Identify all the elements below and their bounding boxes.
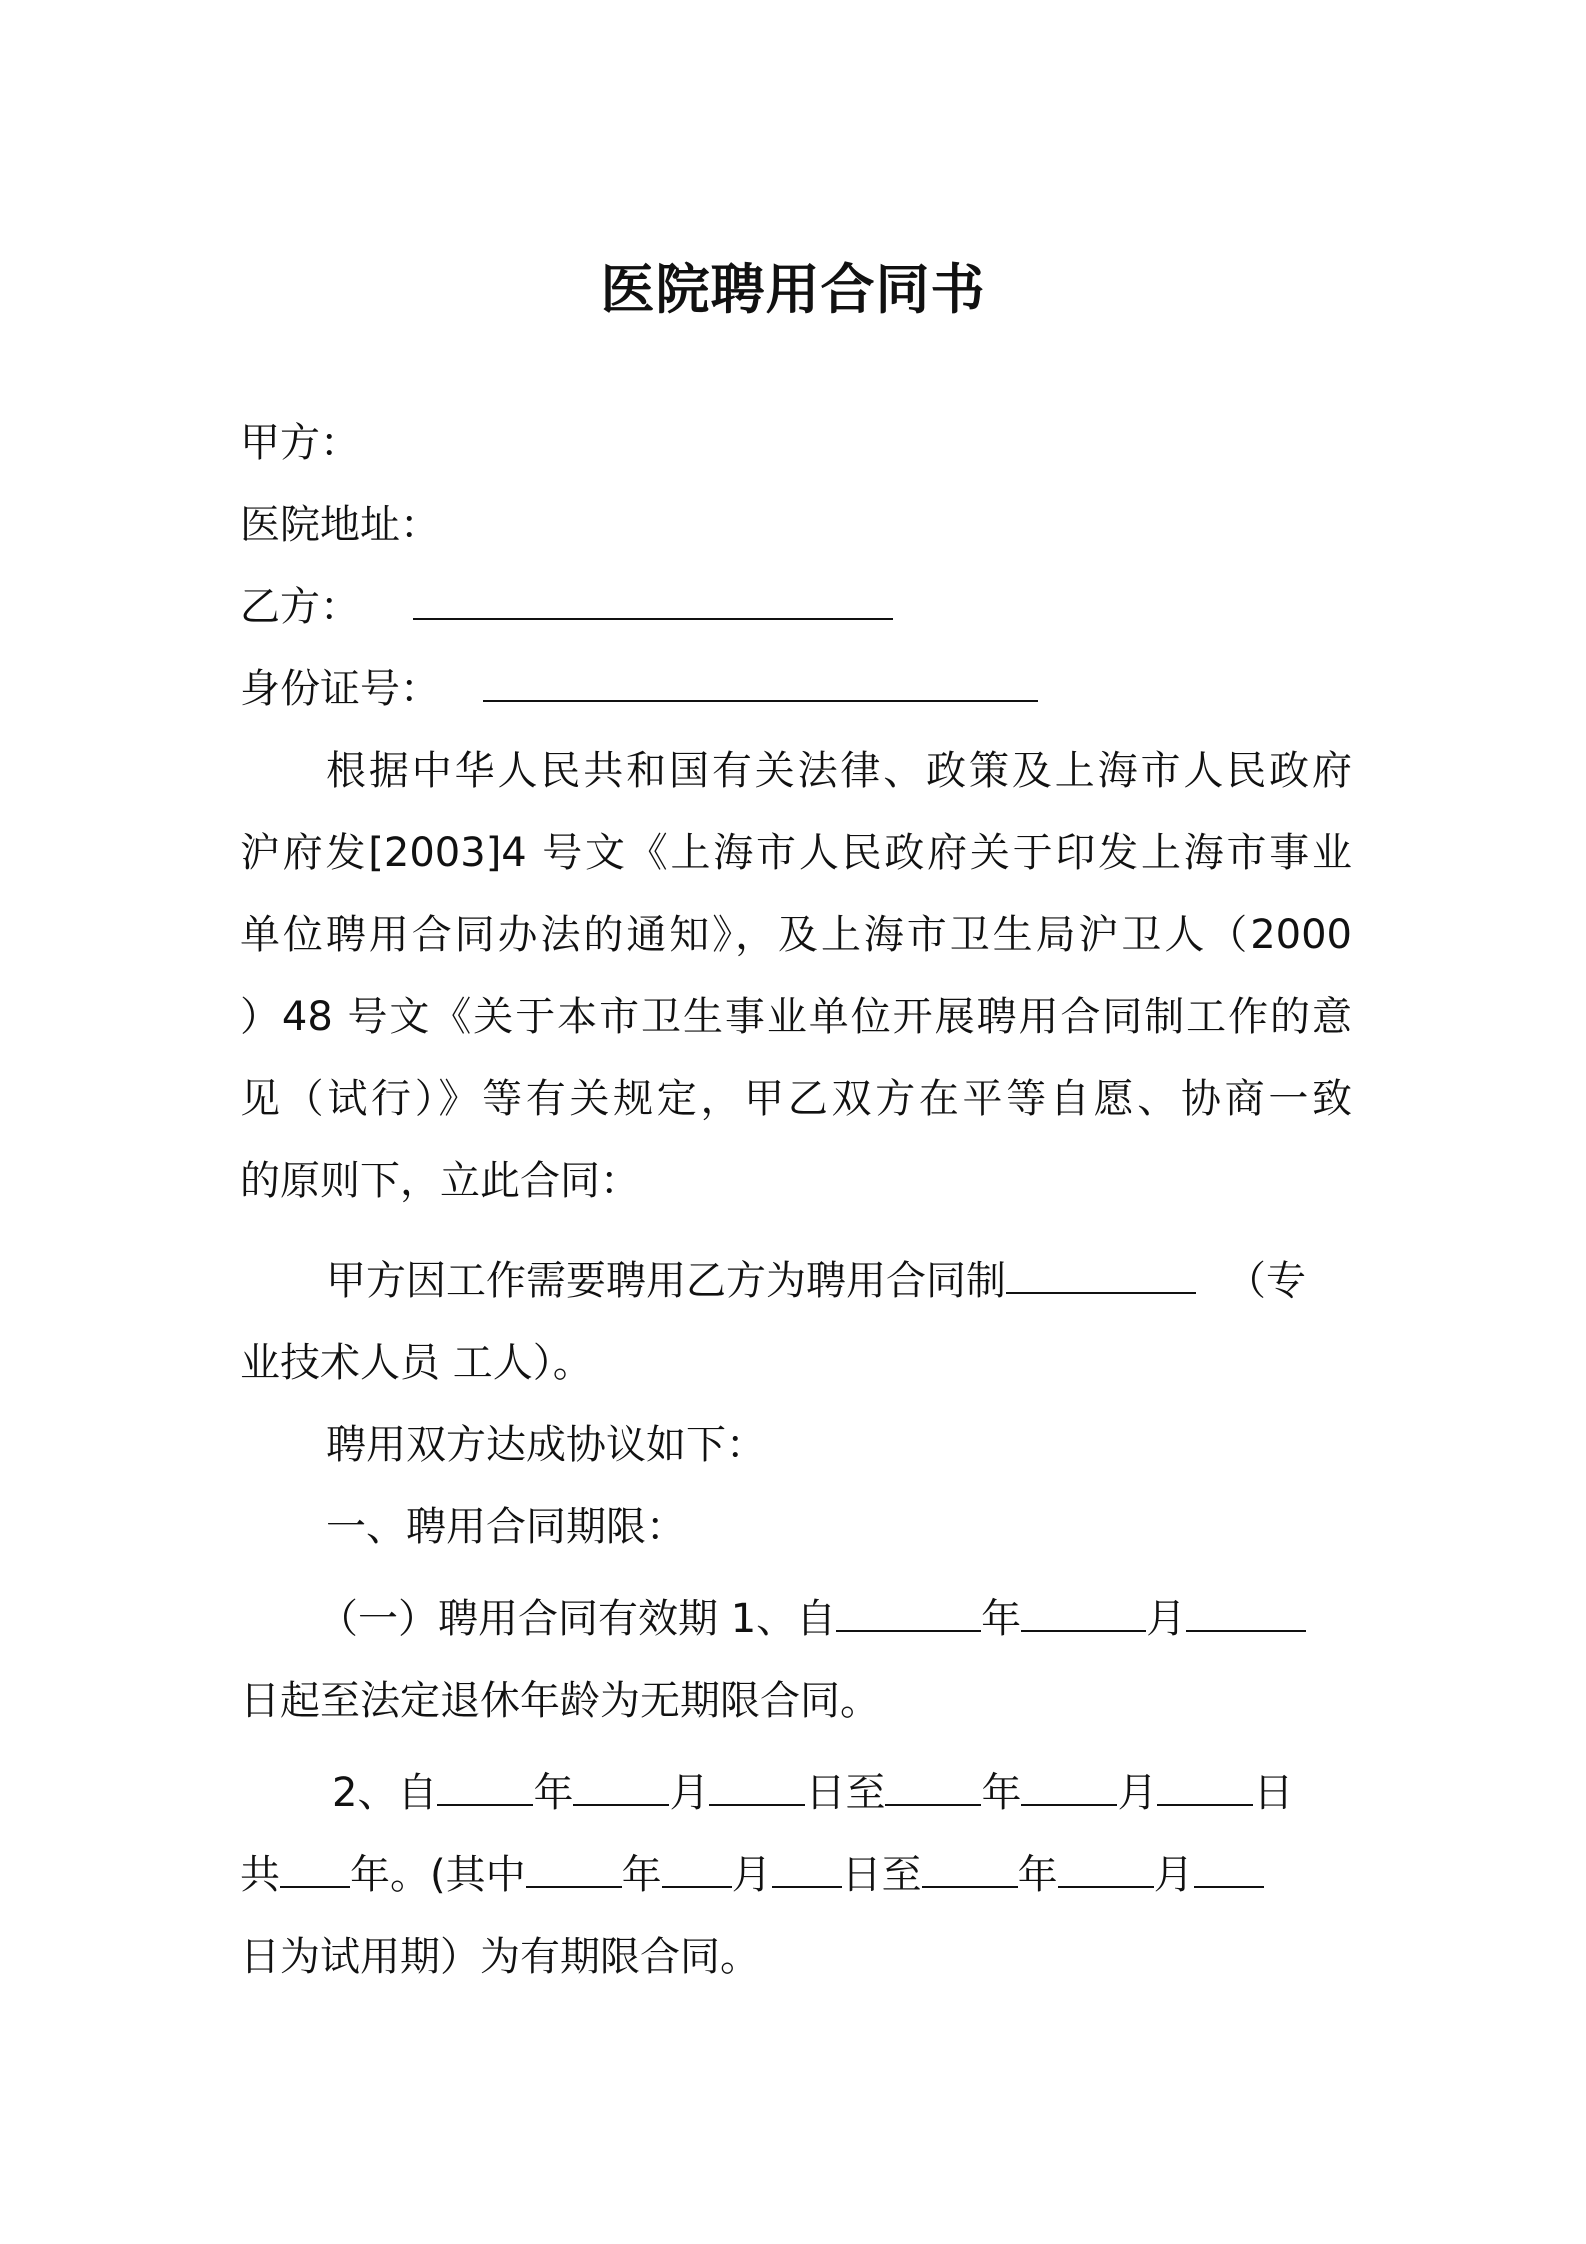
hospital-address-label: 医院地址： xyxy=(240,502,440,548)
party-b-line xyxy=(240,566,1352,648)
preamble-line: 单位聘用合同办法的通知》，及上海市卫生局沪卫人（2000 xyxy=(240,912,1352,958)
position-blank xyxy=(1006,1242,1196,1294)
month-label: 月 xyxy=(1117,1770,1158,1816)
to-year-blank xyxy=(885,1754,981,1806)
clause-2-prefix: 2、自 xyxy=(332,1770,438,1816)
probation-from-month-blank xyxy=(662,1836,732,1888)
hospital-address-line xyxy=(240,484,1352,566)
party-b-label: 乙方： xyxy=(240,584,360,630)
total-years-blank xyxy=(280,1836,350,1888)
month-label: 月 xyxy=(669,1770,710,1816)
employment-line xyxy=(240,1240,1352,1322)
id-number-line xyxy=(240,648,1352,730)
clause-1-line-2: 日起至法定退休年龄为无期限合同。 xyxy=(240,1678,880,1724)
section-1-heading: 一、聘用合同期限： xyxy=(326,1504,686,1550)
party-b-blank xyxy=(413,568,893,620)
day-label: 日 xyxy=(1253,1770,1294,1816)
to-label: 至 xyxy=(845,1770,886,1816)
probation-to-year-blank xyxy=(922,1836,1018,1888)
preamble-line: 见（试行）》等有关规定，甲乙双方在平等自愿、协商一致 xyxy=(240,1076,1352,1122)
clause-2-line-2 xyxy=(240,1834,1352,1916)
total-label: 共 xyxy=(240,1852,280,1898)
id-number-label: 身份证号： xyxy=(240,666,440,712)
employment-prefix: 甲方因工作需要聘用乙方为聘用合同制 xyxy=(326,1258,1006,1304)
id-number-blank xyxy=(483,650,1038,702)
agreement-intro: 聘用双方达成协议如下： xyxy=(326,1422,766,1468)
clause-2-line-3: 日为试用期）为有期限合同。 xyxy=(240,1934,760,1980)
to-label: 至 xyxy=(881,1852,922,1898)
month-label: 月 xyxy=(731,1852,772,1898)
year-label: 年 xyxy=(1017,1852,1058,1898)
year-label: 年 xyxy=(981,1770,1022,1816)
start-month-blank xyxy=(1021,1580,1146,1632)
from-month-blank xyxy=(573,1754,669,1806)
to-day-blank xyxy=(1157,1754,1253,1806)
probation-to-month-blank xyxy=(1058,1836,1154,1888)
probation-intro: 年。(其中 xyxy=(350,1852,526,1898)
employment-suffix: （专 xyxy=(1226,1258,1306,1304)
preamble-line: 沪府发[2003]4 号文《上海市人民政府关于印发上海市事业 xyxy=(240,830,1352,876)
from-day-blank xyxy=(709,1754,805,1806)
start-year-blank xyxy=(836,1580,981,1632)
year-label: 年 xyxy=(533,1770,574,1816)
day-label: 日 xyxy=(841,1852,882,1898)
preamble-line: 根据中华人民共和国有关法律、政策及上海市人民政府 xyxy=(326,748,1352,794)
to-month-blank xyxy=(1021,1754,1117,1806)
employment-types-line: 业技术人员 工人）。 xyxy=(240,1340,593,1386)
month-label: 月 xyxy=(1153,1852,1194,1898)
probation-from-year-blank xyxy=(526,1836,622,1888)
probation-to-day-blank xyxy=(1194,1836,1264,1888)
year-label: 年 xyxy=(621,1852,662,1898)
clause-1-prefix: （一）聘用合同有效期 1、自 xyxy=(318,1596,837,1642)
year-label: 年 xyxy=(981,1596,1022,1642)
preamble-line: 的原则下，立此合同： xyxy=(240,1158,640,1204)
day-label: 日 xyxy=(805,1770,846,1816)
preamble-line: ）48 号文《关于本市卫生事业单位开展聘用合同制工作的意 xyxy=(240,994,1352,1040)
clause-1-line xyxy=(240,1578,1352,1660)
party-a-label: 甲方： xyxy=(240,420,360,466)
probation-from-day-blank xyxy=(772,1836,842,1888)
party-a-line xyxy=(240,402,1352,484)
from-year-blank xyxy=(437,1754,533,1806)
clause-2-line xyxy=(240,1752,1352,1834)
month-label: 月 xyxy=(1146,1596,1187,1642)
start-day-blank xyxy=(1186,1580,1306,1632)
document-title: 医院聘用合同书 xyxy=(600,258,986,321)
